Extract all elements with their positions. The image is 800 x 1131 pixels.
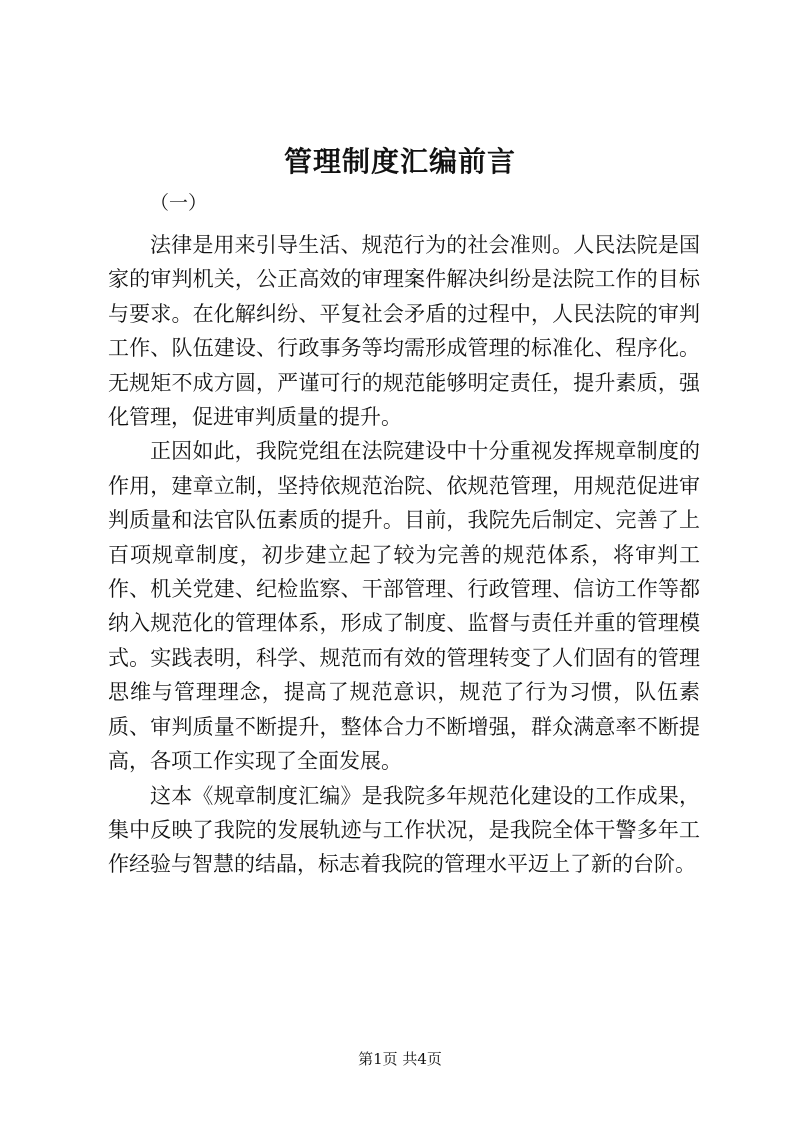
paragraph-3: 这本《规章制度汇编》是我院多年规范化建设的工作成果，集中反映了我院的发展轨迹与工作状况，是我院全体干警多年工作经验与智慧的结晶，标志着我院的管理水平迈上了新的台阶。 <box>108 783 700 877</box>
paragraph-2: 正因如此，我院党组在法院建设中十分重视发挥规章制度的作用，建章立制，坚持依规范治院、依规范管理，用规范促进审判质量和法官队伍素质的提升。目前，我院先后制定、完善了上百项规章制度，初步建立起了较为完善的规范体系，将审判工作、机关党建、纪检监察、干部管理、行政管理、信访工作等都纳入规范化的管理体系，形成了制度、监督与责任并重的管理模式。实践表明，科学、规范而有效的管理转变了人们固有的管理思维与管理理念，提高了规范意识，规范了行为习惯，队伍素质、审判质量不断提升，整体合力不断增强，群众满意率不断提高，各项工作实现了全面发展。 <box>108 439 700 774</box>
document-body <box>108 228 700 882</box>
document-title: 管理制度汇编前言 <box>283 145 516 178</box>
page-footer: 第1页 共4页 <box>358 1050 442 1068</box>
section-label: （一） <box>150 192 208 214</box>
paragraph-1: 法律是用来引导生活、规范行为的社会准则。人民法院是国家的审判机关，公正高效的审理案件解决纠纷是法院工作的目标与要求。在化解纠纷、平复社会矛盾的过程中，人民法院的审判工作、队伍建设、行政事务等均需形成管理的标准化、程序化。无规矩不成方圆，严谨可行的规范能够明定责任，提升素质，强化管理，促进审判质量的提升。 <box>108 233 700 430</box>
